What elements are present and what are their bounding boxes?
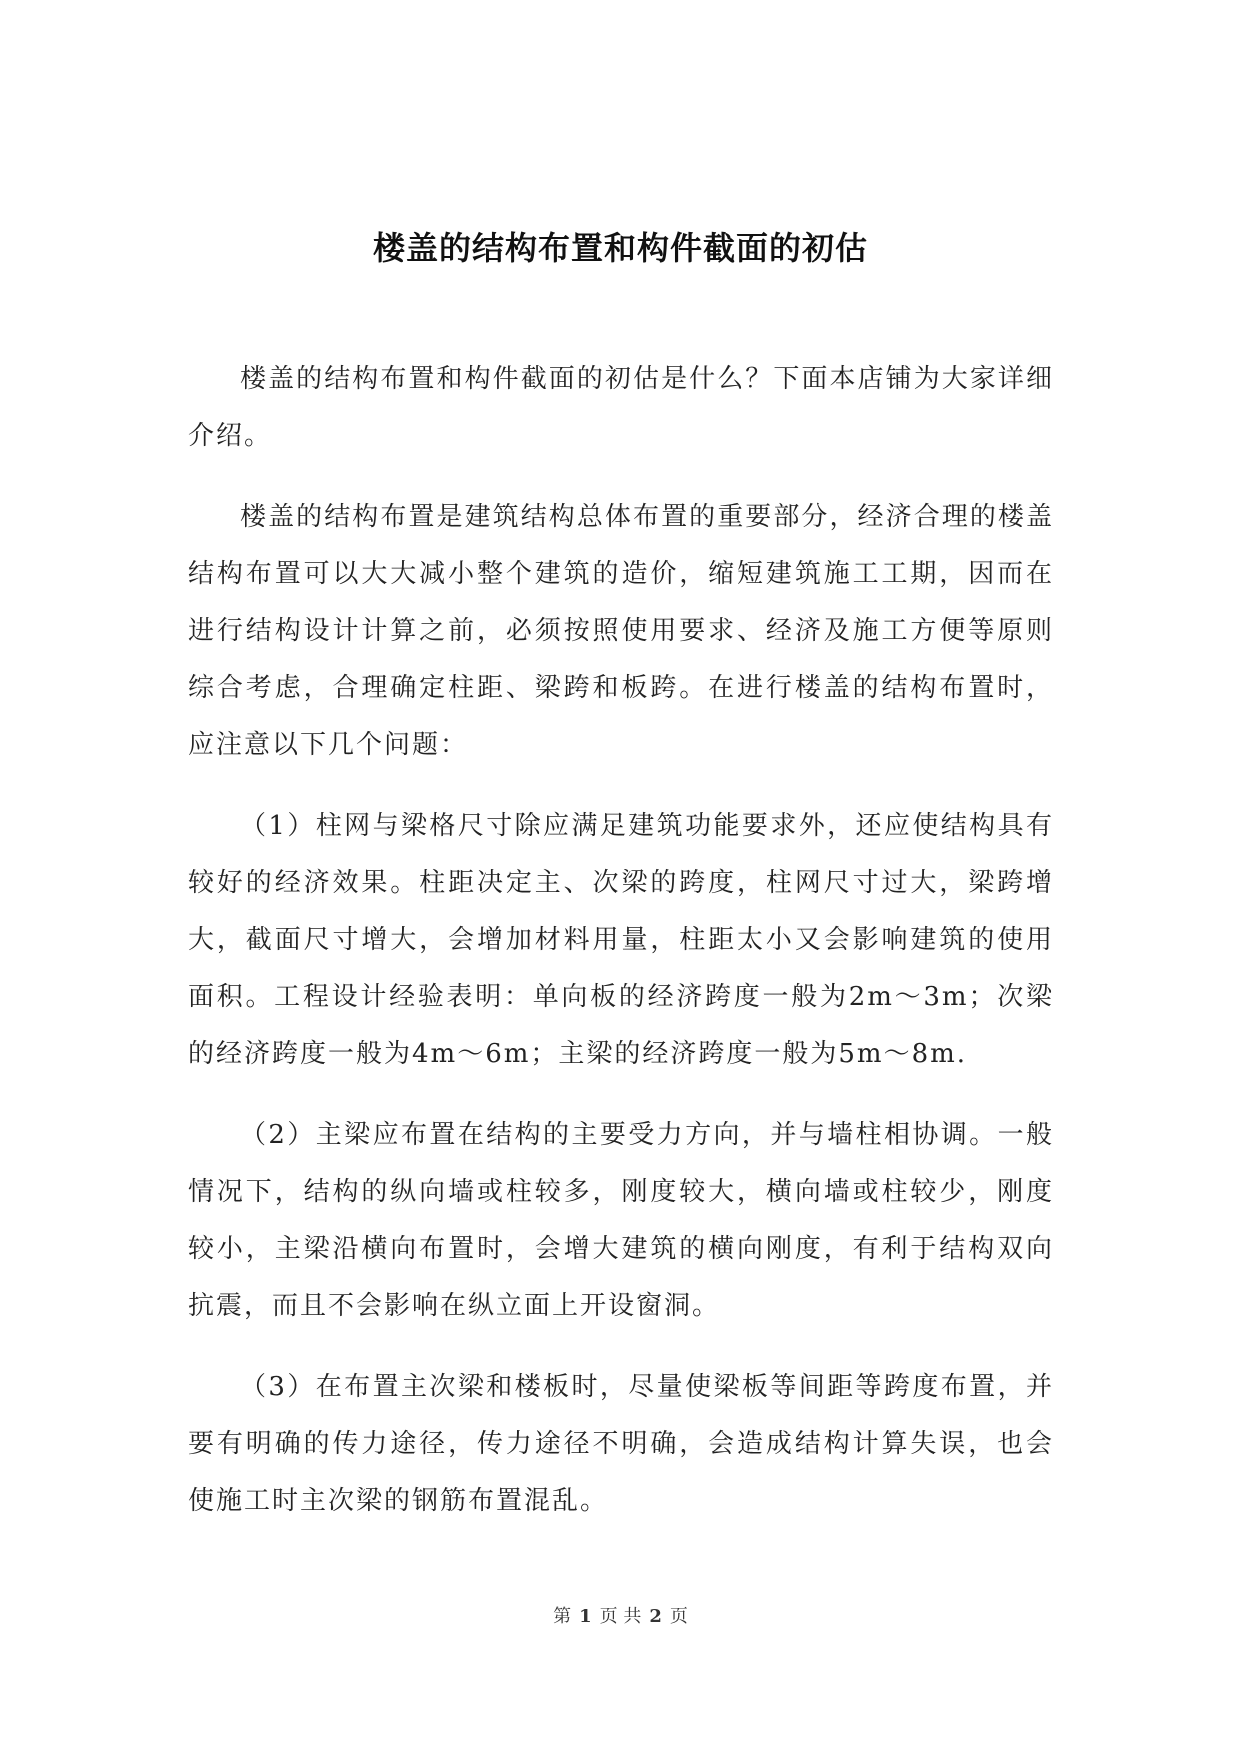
footer-prefix: 第: [553, 1606, 572, 1627]
footer-page-number: 1: [579, 1606, 592, 1627]
paragraph-point-2: （2）主梁应布置在结构的主要受力方向，并与墙柱相协调。一般情况下，结构的纵向墙或柱较多，刚度较大，横向墙或柱较少，刚度较小，主梁沿横向布置时，会增大建筑的横向刚度，有利于结构双向抗震，而且不会影响在纵立面上开设窗洞。: [188, 1120, 1054, 1321]
paragraph-intro: 楼盖的结构布置和构件截面的初估是什么？下面本店铺为大家详细介绍。: [188, 364, 1054, 451]
footer-total-pages: 2: [649, 1606, 662, 1627]
paragraph-layout-overview: 楼盖的结构布置是建筑结构总体布置的重要部分，经济合理的楼盖结构布置可以大大减小整个建筑的造价，缩短建筑施工工期，因而在进行结构设计计算之前，必须按照使用要求、经济及施工方便等原则综合考虑，合理确定柱距、梁跨和板跨。在进行楼盖的结构布置时，应注意以下几个问题：: [188, 502, 1054, 760]
footer-middle: 页 共: [599, 1606, 642, 1627]
paragraph-point-1: （1）柱网与梁格尺寸除应满足建筑功能要求外，还应使结构具有较好的经济效果。柱距决定主、次梁的跨度，柱网尺寸过大，梁跨增大，截面尺寸增大，会增加材料用量，柱距太小又会影响建筑的使用面积。工程设计经验表明：单向板的经济跨度一般为2m～3m；次梁的经济跨度一般为4m～6m；主梁的经济跨度一般为5m～8m.: [188, 811, 1054, 1069]
document-body: [188, 351, 1054, 1554]
document-title: 楼盖的结构布置和构件截面的初估: [372, 229, 868, 267]
footer-suffix: 页: [669, 1606, 688, 1627]
page-footer: [0, 1604, 1241, 1630]
paragraph-point-3: （3）在布置主次梁和楼板时，尽量使梁板等间距等跨度布置，并要有明确的传力途径，传力途径不明确，会造成结构计算失误，也会使施工时主次梁的钢筋布置混乱。: [188, 1372, 1054, 1516]
